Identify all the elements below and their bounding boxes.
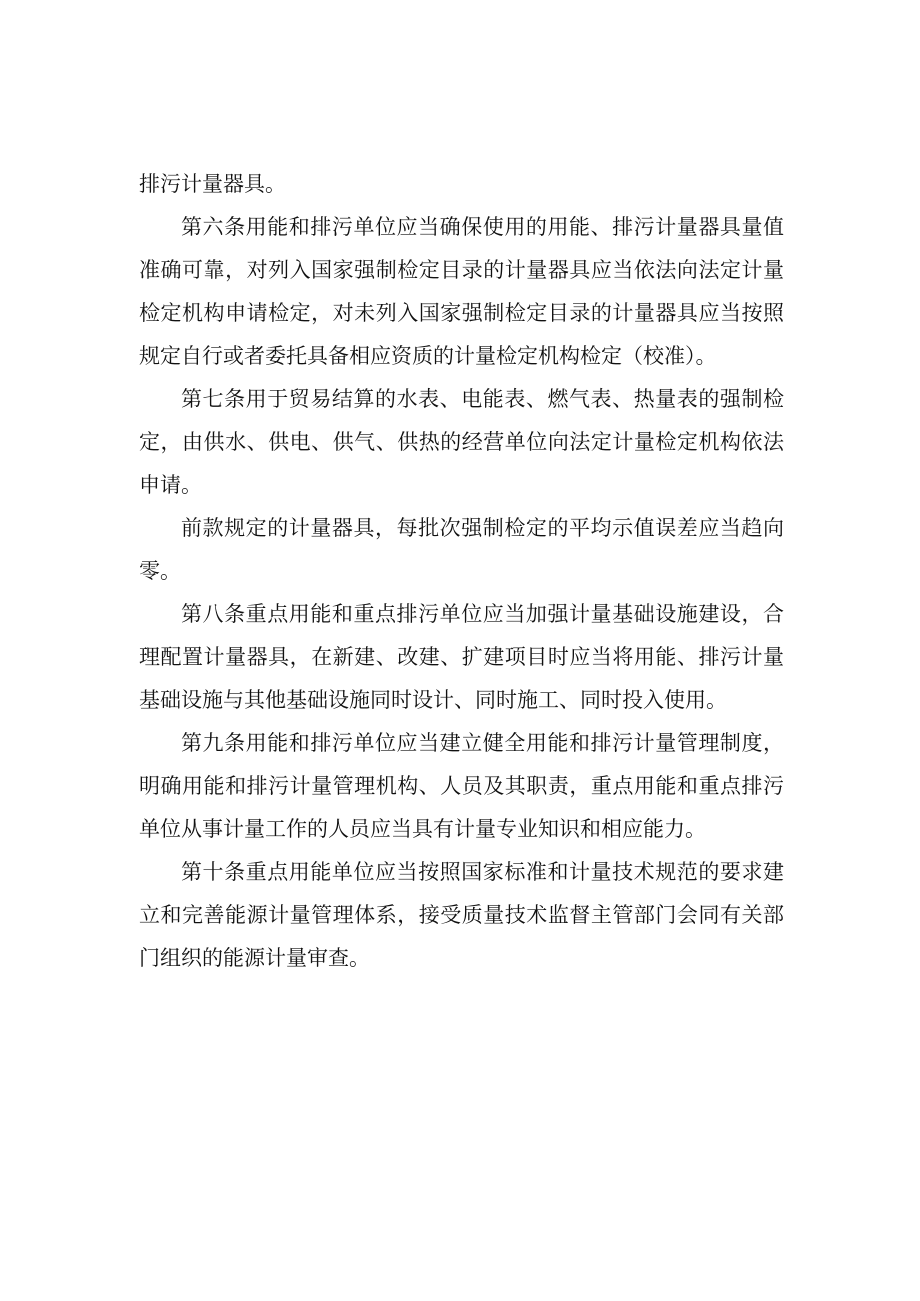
paragraph-article-6: 第六条用能和排污单位应当确保使用的用能、排污计量器具量值准确可靠，对列入国家强制检定目录的计量器具应当依法向法定计量检定机构申请检定，对未列入国家强制检定目录的计量器具应当按照规定自行或者委托具备相应资质的计量检定机构检定（校准）。: [139, 215, 784, 368]
paragraph-article-9: 第九条用能和排污单位应当建立健全用能和排污计量管理制度，明确用能和排污计量管理机构、人员及其职责，重点用能和重点排污单位从事计量工作的人员应当具有计量专业知识和相应能力。: [139, 731, 784, 841]
document-body: [139, 163, 784, 980]
paragraph-article-7-clause: 前款规定的计量器具，每批次强制检定的平均示值误差应当趋向零。: [139, 516, 784, 583]
paragraph-article-10: 第十条重点用能单位应当按照国家标准和计量技术规范的要求建立和完善能源计量管理体系，接受质量技术监督主管部门会同有关部门组织的能源计量审查。: [139, 860, 784, 970]
paragraph-article-8: 第八条重点用能和重点排污单位应当加强计量基础设施建设，合理配置计量器具，在新建、改建、扩建项目时应当将用能、排污计量基础设施与其他基础设施同时设计、同时施工、同时投入使用。: [139, 602, 784, 712]
paragraph-continuation: 排污计量器具。: [139, 172, 286, 196]
paragraph-article-7: 第七条用于贸易结算的水表、电能表、燃气表、热量表的强制检定，由供水、供电、供气、供热的经营单位向法定计量检定机构依法申请。: [139, 387, 784, 497]
